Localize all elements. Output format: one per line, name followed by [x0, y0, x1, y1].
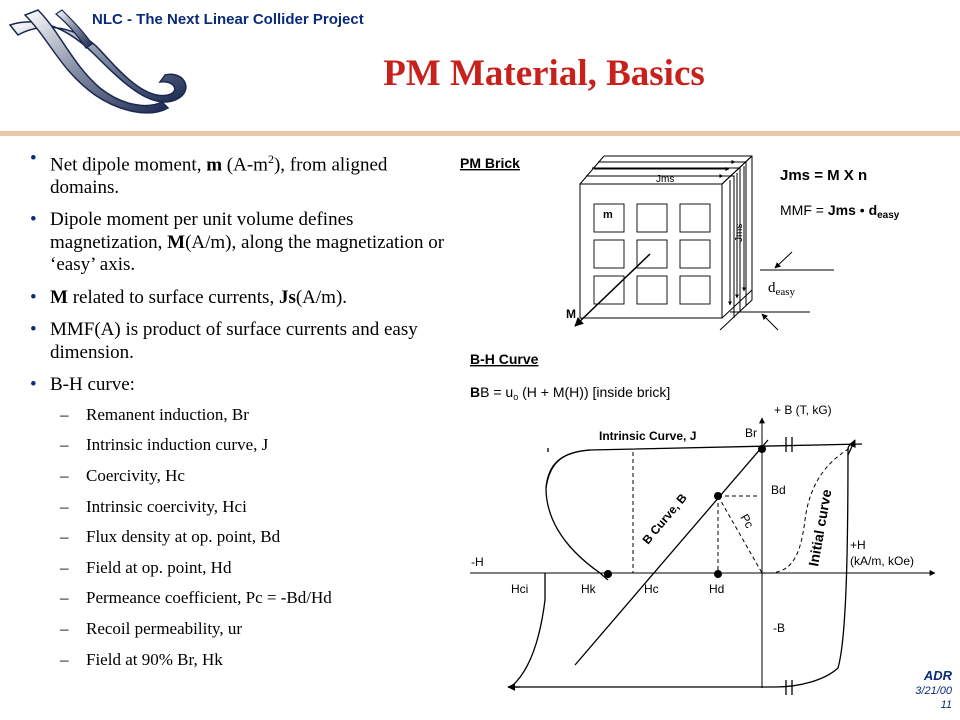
hd-label: Hd — [709, 582, 725, 596]
sub-bullet: – Field at op. point, Hd — [30, 558, 450, 578]
hk-point — [604, 570, 612, 578]
b-axis-pos-label: + B (T, kG) — [774, 403, 832, 417]
bd-label: Bd — [771, 483, 786, 497]
jms-top-label: Jms — [656, 174, 675, 185]
hd-point — [714, 570, 722, 578]
br-point — [758, 445, 766, 453]
pc-label: Pc — [737, 511, 757, 531]
bullet-surface-currents: • M related to surface currents, Js(A/m). — [30, 287, 450, 310]
sub-bullet: – Intrinsic coercivity, Hci — [30, 497, 450, 517]
footer-page-number: 11 — [940, 699, 952, 711]
slide-title: PM Material, Basics — [383, 53, 705, 94]
sub-bullet: – Recoil permeability, ur — [30, 619, 450, 639]
sub-bullet: – Remanent induction, Br — [30, 405, 450, 425]
magnetization-arrow — [575, 254, 650, 326]
bh-curve-diagram — [470, 351, 935, 695]
d-easy-label: $d_{easy}$ — [768, 280, 796, 298]
hci-label: Hci — [511, 582, 529, 596]
sub-bullet: – Permeance coefficient, Pc = -Bd/Hd — [30, 588, 450, 608]
sub-bullet: – Field at 90% Br, Hk — [30, 650, 450, 670]
footer-author: ADR — [923, 668, 952, 683]
sub-bullet: – Coercivity, Hc — [30, 466, 450, 486]
h-axis-units-label: (kA/m, kOe) — [850, 554, 915, 568]
initial-curve-label: Initial curve — [805, 488, 835, 568]
m-label: m — [603, 209, 613, 221]
hc-label: Hc — [644, 582, 659, 596]
operating-point — [714, 492, 722, 500]
sub-bullet: – Flux density at op. point, Bd — [30, 527, 450, 547]
footer-date: 3/21/00 — [915, 685, 952, 697]
hysteresis-loop — [508, 444, 850, 687]
bullet-dipole-moment: • Net dipole moment, m $(A-m^2)$, from aligned domains. — [30, 148, 450, 199]
intrinsic-curve-label: Intrinsic Curve, J — [599, 429, 697, 443]
pm-brick-title: PM Brick — [460, 155, 520, 171]
bh-curve-title: B-H Curve — [470, 351, 539, 367]
b-curve-line — [575, 440, 768, 665]
pm-brick-diagram — [460, 155, 900, 330]
b-axis-neg-label: -B — [773, 621, 785, 635]
hk-label: Hk — [581, 582, 596, 596]
M-label: M — [566, 307, 576, 321]
bullet-magnetization: • Dipole moment per unit volume defines magnetization, M(A/m), along the magnetization or ‘easy’ axis. — [30, 209, 450, 277]
b-curve-label: B Curve, B — [639, 490, 690, 547]
bullet-mmf: • MMF(A) is product of surface currents and easy dimension. — [30, 319, 450, 364]
br-label: Br — [745, 426, 757, 440]
initial-curve — [762, 448, 850, 573]
bh-equation: BB = $u_o$ (H + M(H)) [inside brick] — [470, 384, 671, 402]
jms-equation: Jms = M X n — [780, 167, 868, 184]
project-header: NLC - The Next Linear Collider Project — [92, 11, 364, 28]
bullet-bh-curve: • B-H curve: — [30, 374, 450, 397]
sub-bullet: – Intrinsic induction curve, J — [30, 435, 450, 455]
h-axis-neg-label: -H — [471, 555, 484, 569]
jms-side-label: Jms — [734, 223, 745, 242]
h-axis-pos-label: +H — [850, 538, 866, 552]
mmf-equation: MMF = Jms • $d_{easy}$ — [780, 202, 900, 221]
